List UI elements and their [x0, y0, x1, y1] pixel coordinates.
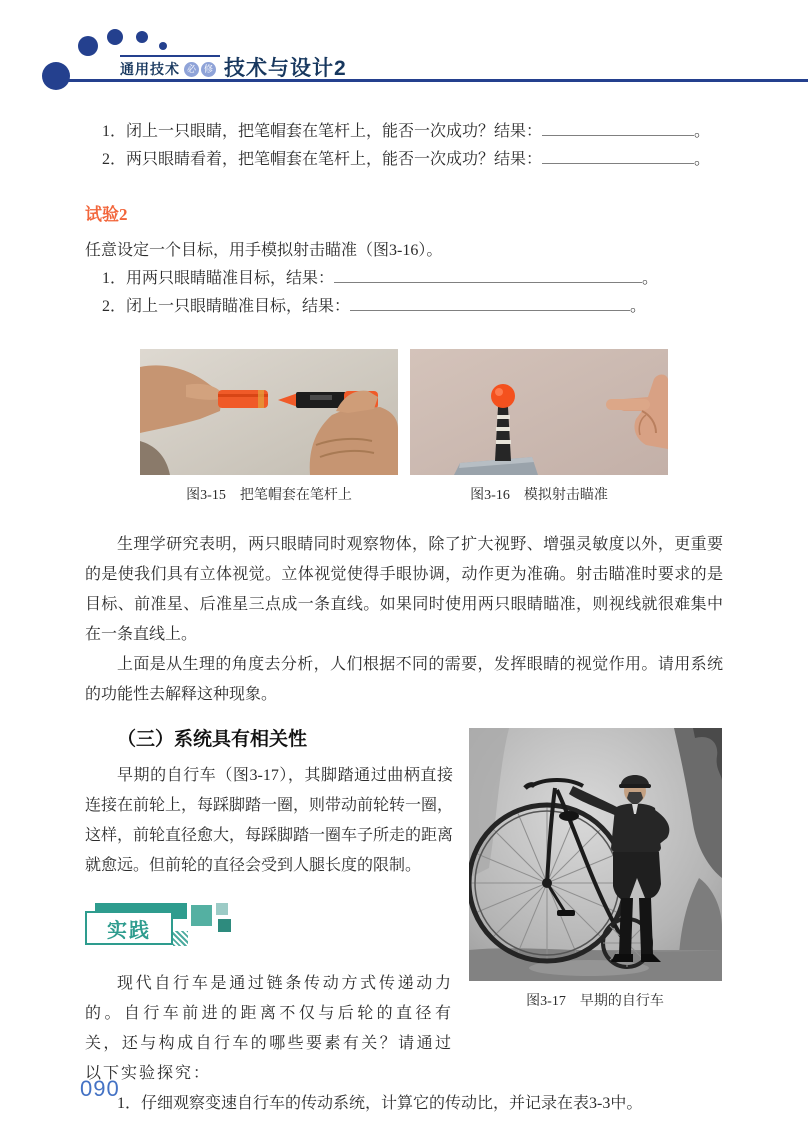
- answer-blank: [334, 268, 642, 283]
- fill-in-text: 2．两只眼睛看着，把笔帽套在笔杆上，能否一次成功？结果：: [102, 151, 543, 168]
- experiment2-intro: 任意设定一个目标，用手模拟射击瞄准（图3-16）。: [85, 242, 443, 259]
- experiment2-label: 试验2: [85, 205, 128, 224]
- practice-item: 1．仔细观察变速自行车的传动系统，计算它的传动比，并记录在表3-3中。: [117, 1095, 643, 1112]
- answer-blank: [542, 149, 694, 164]
- badge-box: [85, 911, 173, 945]
- series-name: 通用技术: [120, 61, 180, 77]
- fill-in-tail: 。: [694, 123, 711, 140]
- fill-in-tail: 。: [630, 298, 647, 315]
- figure-3-17: [467, 728, 723, 1010]
- figure-caption: 图3-15 把笔帽套在笔杆上: [186, 488, 352, 503]
- header-rule: [68, 79, 808, 82]
- figure-caption: 图3-17 早期的自行车: [526, 994, 664, 1009]
- figure-caption: 图3-16 模拟射击瞄准: [470, 488, 608, 503]
- fill-in-item: [85, 146, 723, 174]
- book-title: 技术与设计2: [224, 57, 347, 80]
- fill-in-tail: 。: [642, 270, 659, 287]
- section-heading: （三）系统具有相关性: [117, 729, 308, 750]
- fill-in-text: 2．闭上一只眼睛瞄准目标，结果：: [102, 298, 351, 315]
- answer-blank: [542, 121, 694, 136]
- logo-dot-icon: [78, 36, 98, 56]
- answer-blank: [350, 296, 630, 311]
- fill-in-item: [85, 293, 723, 321]
- series-overline: [120, 55, 220, 57]
- logo-dot-icon: [159, 42, 167, 50]
- figure-3-15: [140, 349, 398, 504]
- figure-3-16: [410, 349, 668, 504]
- fill-in-text: 1．用两只眼睛瞄准目标，结果：: [102, 270, 335, 287]
- analysis-paragraph: 上面是从生理的角度去分析，人们根据不同的需要，发挥眼睛的视觉作用。请用系统的功能性去解释这种现象。: [85, 656, 723, 703]
- fill-in-item: [85, 265, 723, 293]
- practice-badge: [85, 903, 723, 955]
- fill-in-text: 1．闭上一只眼睛，把笔帽套在笔杆上，能否一次成功？结果：: [102, 123, 543, 140]
- badge-square-icon: [216, 903, 228, 915]
- pen-cap-photo: [140, 349, 398, 475]
- page-header: [0, 0, 808, 92]
- physiology-paragraph: 生理学研究表明，两只眼睛同时观察物体，除了扩大视野、增强灵敏度以外，更重要的是使我们具有立体视觉。立体视觉使得手眼协调，动作更为准确。射击瞄准时要求的是目标、前准星、后准星三点成一条直线。如果同时使用两只眼睛瞄准，则视线就很难集中在一条直线上。: [85, 536, 723, 643]
- figure-row: [85, 349, 723, 504]
- aiming-photo: [410, 349, 668, 475]
- page-number: 090: [80, 1076, 120, 1101]
- logo-dot-icon: [136, 31, 148, 43]
- badge-hatched-square-icon: [173, 931, 188, 946]
- logo-dot-icon: [107, 29, 123, 45]
- practice-label: 实践: [107, 919, 151, 942]
- required-badge-icon: 修: [201, 62, 216, 77]
- badge-square-icon: [191, 905, 212, 926]
- fill-in-item: [85, 118, 723, 146]
- badge-square-icon: [218, 919, 231, 932]
- section-body: 早期的自行车（图3-17），其脚踏通过曲柄直接连接在前轮上，每踩脚踏一圈，则带动前轮转一圈，这样，前轮直径愈大，每踩脚踏一圈车子所走的距离就愈远。但前轮的直径会受到人腿长度的限制。: [85, 767, 454, 874]
- practice-paragraph: 现代自行车是通过链条传动方式传递动力的。自行车前进的距离不仅与后轮的直径有关，还与构成自行车的哪些要素有关？请通过以下实验探究：: [85, 975, 453, 1082]
- required-badge-icon: 必: [184, 62, 199, 77]
- fill-in-tail: 。: [694, 151, 711, 168]
- section-relevance: [85, 724, 723, 1119]
- logo-dot-icon: [42, 62, 70, 90]
